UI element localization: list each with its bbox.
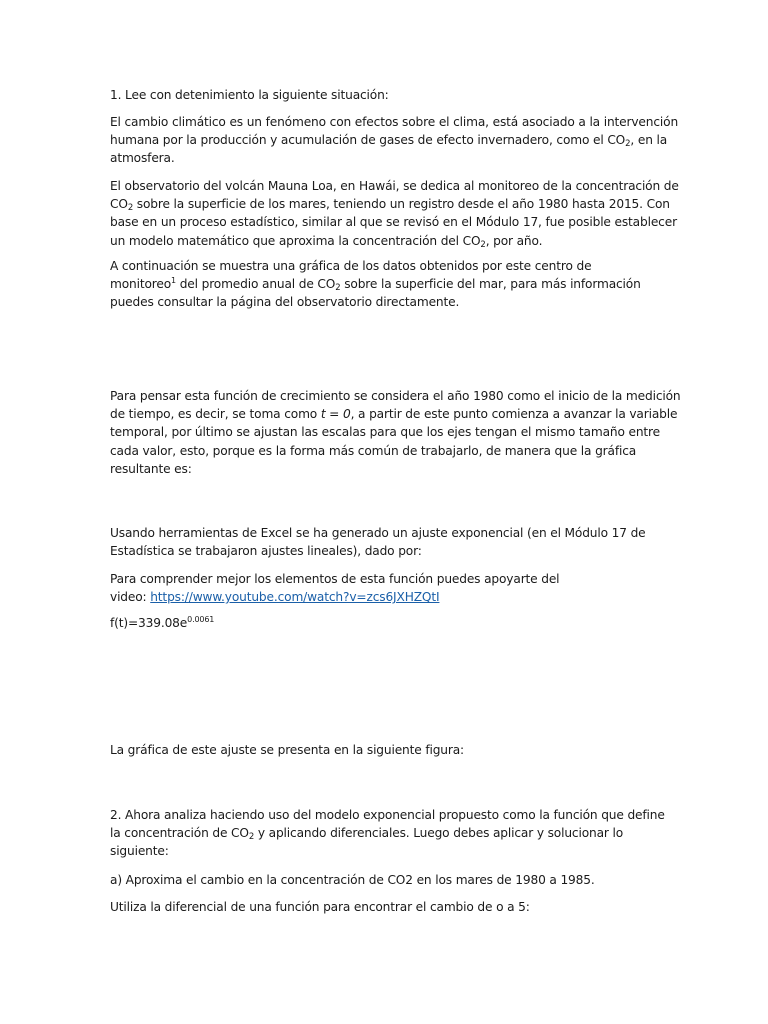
mauna-loa-paragraph: El observatorio del volcán Mauna Loa, en Hawái, se dedica al monitoreo de la concentración de $CO_2$ sobre la superficie de los mares, teniendo un registro desde el año 1980 hasta 2015. Con base en un proceso estadístico, similar al que se revisó en el Módulo 17, fue posible establecer un modelo matemático que aproxima la concentración del $CO_2$, por año. <box>110 179 679 250</box>
differential-instruction: Utiliza la diferencial de una función para encontrar el cambio de o a 5: <box>110 900 530 914</box>
question-2a: a) Aproxima el cambio en la concentración de CO2 en los mares de 1980 a 1985. <box>110 873 595 887</box>
climate-change-paragraph: El cambio climático es un fenómeno con efectos sobre el clima, está asociado a la intervención humana por la producción y acumulación de gases de efecto invernadero, como el $CO_2$, en la atmosfera. <box>110 115 679 166</box>
youtube-video-link[interactable]: https://www.youtube.com/watch?v=zcs6JXHZQtI <box>150 590 440 605</box>
question-2-heading: 2. Ahora analiza haciendo uso del modelo exponencial propuesto como la función que define la concentración de $CO_2$ y aplicando diferenciales. Luego debes aplicar y solucionar lo siguiente: <box>110 808 665 859</box>
data-graph-intro-paragraph: A continuación se muestra una gráfica de los datos obtenidos por este centro de monitoreo$^1$ del promedio anual de $CO_2$ sobre la superficie del mar, para más información puedes consultar la página del observatorio directamente. <box>110 259 641 310</box>
footnote-marker: 1 <box>171 276 176 286</box>
exponential-formula: $f(t)=339.08e^{0.0061}$ <box>110 615 215 630</box>
growth-function-paragraph: Para pensar esta función de crecimiento se considera el año 1980 como el inicio de la medición de tiempo, es decir, se toma como t = 0, a partir de este punto comienza a avanzar la variable temporal, por último se ajustan las escalas para que los ejes tengan el mismo tamaño entre cada valor, esto, porque es la forma más común de trabajarlo, de manera que la gráfica resultante es: <box>110 389 681 476</box>
question-1-heading: 1. Lee con detenimiento la siguiente situación: <box>110 88 389 102</box>
fit-graph-intro: La gráfica de este ajuste se presenta en la siguiente figura: <box>110 743 464 757</box>
excel-fit-paragraph: Usando herramientas de Excel se ha generado un ajuste exponencial (en el Módulo 17 de Estadística se trabajaron ajustes lineales), dado por: <box>110 526 646 559</box>
video-reference-paragraph: Para comprender mejor los elementos de esta función puedes apoyarte del video: https://www.youtube.com/watch?v=zcs6JXHZQtI <box>110 572 560 605</box>
